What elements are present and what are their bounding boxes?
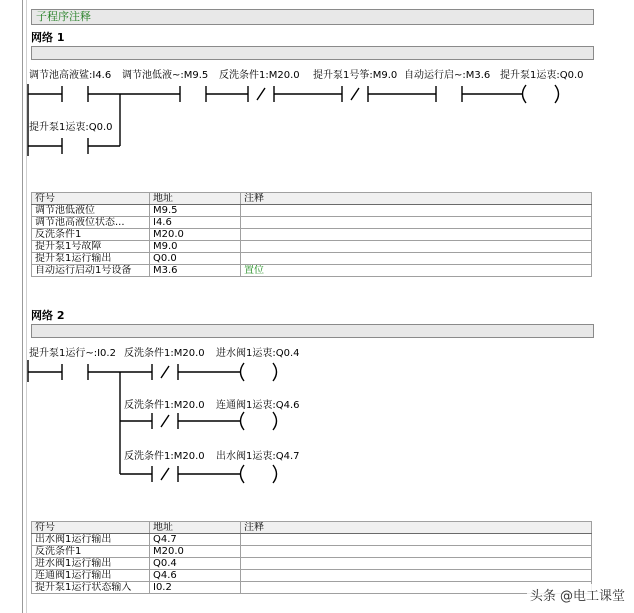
n1-contact-2[interactable] [180, 86, 206, 102]
cell-symbol: 出水阀1运行输出 [32, 534, 150, 546]
n1-contact-5-label: 自动运行启~:M3.6 [404, 70, 491, 81]
subroutine-comment-bar[interactable]: 子程序注释 [31, 9, 594, 25]
cell-comment [241, 253, 592, 265]
cell-symbol: 调节池低液位 [32, 205, 150, 217]
n2-branch1-contact-nc[interactable] [152, 364, 178, 380]
network-1-title[interactable]: 网络 1 [31, 31, 65, 44]
cell-address: M20.0 [150, 546, 241, 558]
table-row[interactable] [32, 570, 592, 582]
table-row[interactable] [32, 217, 592, 229]
n2-branch2-contact-label: 反洗条件1:M20.0 [124, 400, 205, 411]
n1-branch-contact-label: 提升泵1运衷:Q0.0 [29, 122, 113, 133]
cell-address: M3.6 [150, 265, 241, 277]
col-comment: 注释 [241, 522, 592, 534]
cell-address: M9.5 [150, 205, 241, 217]
cell-symbol: 反洗条件1 [32, 546, 150, 558]
cell-symbol: 进水阀1运行输出 [32, 558, 150, 570]
table-row[interactable] [32, 253, 592, 265]
cell-symbol: 提升泵1号故障 [32, 241, 150, 253]
network-1-symbol-table [31, 192, 592, 277]
cell-address: Q4.6 [150, 570, 241, 582]
n1-contact-5[interactable] [436, 86, 462, 102]
n1-contact-3-label: 反洗条件1:M20.0 [219, 70, 300, 81]
table-row[interactable] [32, 546, 592, 558]
cell-symbol: 自动运行启动1号设备 [32, 265, 150, 277]
table-row[interactable] [32, 582, 592, 594]
n2-branch3-coil-label: 出水阀1运衷:Q4.7 [216, 451, 300, 462]
n2-branch2-coil-label: 连通阀1运衷:Q4.6 [216, 400, 300, 411]
table-row[interactable] [32, 534, 592, 546]
n2-contact-1[interactable] [62, 364, 88, 380]
n2-branch3-coil[interactable] [241, 465, 277, 483]
n1-contact-1[interactable] [62, 86, 88, 102]
n2-branch1-contact-label: 反洗条件1:M20.0 [124, 348, 205, 359]
network-2-title[interactable]: 网络 2 [31, 309, 65, 322]
cell-comment [241, 534, 592, 546]
cell-comment [241, 217, 592, 229]
n1-coil[interactable] [523, 85, 559, 103]
cell-address: M9.0 [150, 241, 241, 253]
table-row[interactable] [32, 265, 592, 277]
table-row[interactable] [32, 558, 592, 570]
cell-address: I0.2 [150, 582, 241, 594]
table-row[interactable] [32, 229, 592, 241]
table-row[interactable] [32, 241, 592, 253]
n1-contact-3-nc[interactable] [248, 86, 274, 102]
n2-contact-1-label: 提升泵1运行~:I0.2 [29, 348, 116, 359]
cell-comment: 置位 [241, 265, 592, 277]
n2-branch2-contact-nc[interactable] [152, 413, 178, 429]
n2-branch2-coil[interactable] [241, 412, 277, 430]
n1-branch-contact[interactable] [62, 138, 88, 154]
cell-address: Q4.7 [150, 534, 241, 546]
n2-branch1-coil[interactable] [241, 363, 277, 381]
col-address: 地址 [150, 193, 241, 205]
cell-address: Q0.4 [150, 558, 241, 570]
cell-comment [241, 558, 592, 570]
cell-symbol: 连通阀1运行输出 [32, 570, 150, 582]
n2-branch3-contact-nc[interactable] [152, 466, 178, 482]
cell-comment [241, 546, 592, 558]
cell-comment [241, 205, 592, 217]
col-address: 地址 [150, 522, 241, 534]
cell-comment [241, 241, 592, 253]
n2-branch3-contact-label: 反洗条件1:M20.0 [124, 451, 205, 462]
col-symbol: 符号 [32, 193, 150, 205]
n2-branch1-coil-label: 进水阀1运衷:Q0.4 [216, 348, 300, 359]
cell-address: I4.6 [150, 217, 241, 229]
network-2-symbol-table [31, 521, 592, 594]
cell-symbol: 反洗条件1 [32, 229, 150, 241]
n1-contact-4-nc[interactable] [342, 86, 368, 102]
n1-coil-label: 提升泵1运衷:Q0.0 [500, 70, 584, 81]
cell-address: Q0.0 [150, 253, 241, 265]
cell-symbol: 提升泵1运行输出 [32, 253, 150, 265]
col-comment: 注释 [241, 193, 592, 205]
col-symbol: 符号 [32, 522, 150, 534]
table-row[interactable] [32, 205, 592, 217]
cell-symbol: 调节池高液位状态... [32, 217, 150, 229]
cell-symbol: 提升泵1运行状态输入 [32, 582, 150, 594]
n1-contact-4-label: 提升泵1号筝:M9.0 [313, 70, 398, 81]
cell-comment [241, 570, 592, 582]
n1-contact-2-label: 调节池低液~:M9.5 [122, 70, 209, 81]
cell-address: M20.0 [150, 229, 241, 241]
n1-contact-1-label: 调节池高液鲨:I4.6 [29, 70, 112, 81]
cell-comment [241, 229, 592, 241]
network-2-comment-bar[interactable] [31, 324, 594, 338]
watermark: 头条 @电工课堂 [527, 584, 628, 605]
